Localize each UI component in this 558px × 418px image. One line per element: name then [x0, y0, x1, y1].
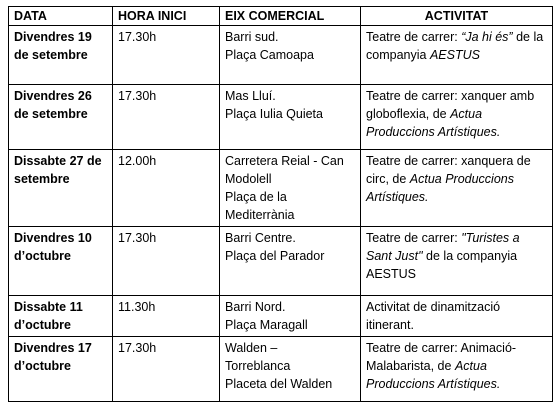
table-body: [9, 26, 553, 402]
date-line: Divendres 19: [14, 30, 92, 44]
activitat-text: Activitat de dinamització itinerant.: [366, 300, 501, 332]
cell-data: [9, 227, 113, 296]
cell-hora-inici: 17.30h: [113, 337, 220, 402]
activitat-italic-text: "Turistes a Sant Just": [366, 231, 520, 263]
cell-hora-inici: 11.30h: [113, 296, 220, 337]
cell-data: [9, 150, 113, 227]
date-line: Dissabte 27 de: [14, 154, 102, 168]
date-line: d’octubre: [14, 318, 71, 332]
activitat-text: Teatre de carrer: xanquer amb globoflexia, de: [366, 89, 535, 121]
cell-data: [9, 26, 113, 85]
cell-activitat: [361, 26, 553, 85]
date-line: Divendres 17: [14, 341, 92, 355]
table-row: [9, 150, 553, 227]
date-line: Divendres 26: [14, 89, 92, 103]
date-line: de setembre: [14, 48, 88, 62]
table-row: [9, 26, 553, 85]
activitat-text: Teatre de carrer: Animació-Malabarista, de: [366, 341, 517, 373]
location-line: Barri sud.: [225, 30, 279, 44]
cell-activitat: [361, 337, 553, 402]
header-row: [9, 7, 553, 26]
activitat-italic-text: AESTUS: [429, 48, 480, 62]
location-line: Plaça del Parador: [225, 249, 325, 263]
date-line: de setembre: [14, 107, 88, 121]
date-line: Dissabte 11: [14, 300, 83, 314]
activitat-italic-text: “Ja hi és”: [461, 30, 513, 44]
location-line: Mas Lluí.: [225, 89, 276, 103]
activitat-text: de la companyia AESTUS: [366, 249, 518, 281]
cell-activitat: [361, 227, 553, 296]
cell-data: [9, 296, 113, 337]
activitat-italic-text: Actua Produccions Artístiques.: [366, 172, 514, 204]
cell-hora-inici: 17.30h: [113, 26, 220, 85]
date-line: d’octubre: [14, 359, 71, 373]
cell-hora-inici: 17.30h: [113, 85, 220, 150]
location-line: Carretera Reial - Can Modolell: [225, 154, 344, 186]
location-line: Plaça Maragall: [225, 318, 308, 332]
header-data: DATA: [9, 7, 113, 26]
cell-eix-comercial: [220, 150, 361, 227]
date-line: setembre: [14, 172, 70, 186]
date-line: Divendres 10: [14, 231, 92, 245]
table-row: [9, 85, 553, 150]
location-line: Plaça de la Mediterrània: [225, 190, 295, 222]
schedule-table: [8, 6, 553, 402]
location-line: Placeta del Walden: [225, 377, 333, 391]
cell-activitat: [361, 296, 553, 337]
location-line: Barri Nord.: [225, 300, 286, 314]
cell-eix-comercial: [220, 26, 361, 85]
location-line: Plaça Iulia Quieta: [225, 107, 323, 121]
location-line: Barri Centre.: [225, 231, 296, 245]
activitat-text: Teatre de carrer:: [366, 231, 462, 245]
activitat-text: de la companyia: [366, 30, 544, 62]
cell-eix-comercial: [220, 296, 361, 337]
cell-activitat: [361, 150, 553, 227]
cell-activitat: [361, 85, 553, 150]
cell-hora-inici: 12.00h: [113, 150, 220, 227]
location-line: Walden –: [225, 341, 278, 355]
cell-data: [9, 85, 113, 150]
activitat-italic-text: Actua Produccions Artístiques.: [366, 107, 501, 139]
header-activitat: ACTIVITAT: [361, 7, 553, 26]
activitat-italic-text: Actua Produccions Artístiques.: [366, 359, 501, 391]
table-row: [9, 227, 553, 296]
cell-data: [9, 337, 113, 402]
cell-eix-comercial: [220, 337, 361, 402]
cell-eix-comercial: [220, 227, 361, 296]
location-line: Torreblanca: [225, 359, 291, 373]
table-row: [9, 337, 553, 402]
header-eix-comercial: EIX COMERCIAL: [220, 7, 361, 26]
date-line: d’octubre: [14, 249, 71, 263]
cell-eix-comercial: [220, 85, 361, 150]
activitat-text: Teatre de carrer:: [366, 30, 462, 44]
cell-hora-inici: 17.30h: [113, 227, 220, 296]
table-row: [9, 296, 553, 337]
activitat-text: Teatre de carrer: xanquera de circ, de: [366, 154, 531, 186]
header-hora-inici: HORA INICI: [113, 7, 220, 26]
location-line: Plaça Camoapa: [225, 48, 314, 62]
